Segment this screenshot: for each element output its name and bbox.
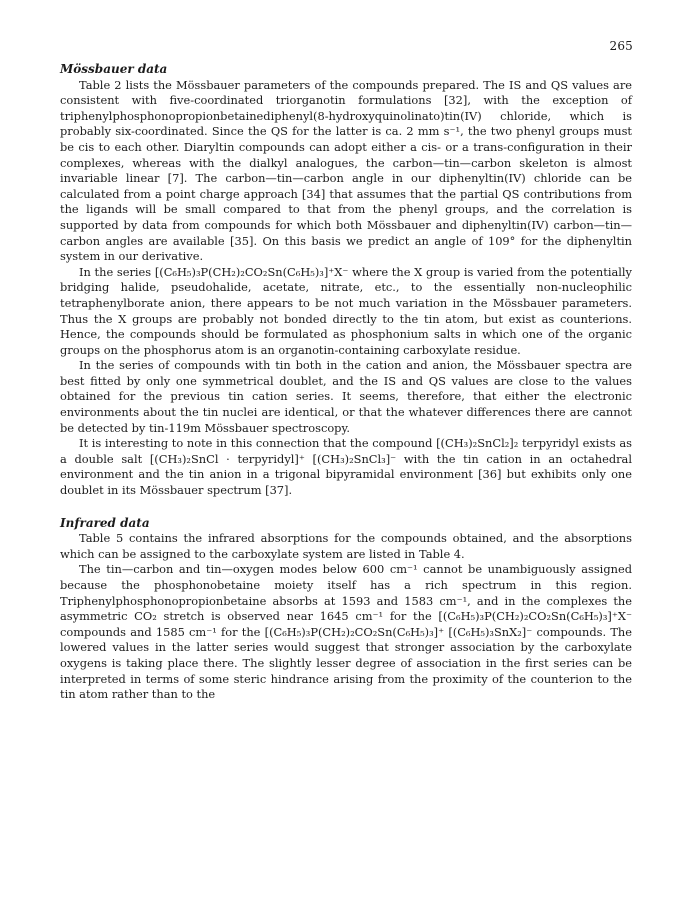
- section-mossbauer-data: [60, 62, 632, 499]
- paragraph: Table 5 contains the infrared absorptions for the compounds obtained, and the absorptions which can be assigned to the carboxylate system are listed in Table 4.: [60, 531, 632, 561]
- body-text: [60, 62, 632, 703]
- section-heading: Infrared data: [60, 515, 150, 530]
- section-infrared-data: [60, 516, 632, 703]
- page-number: 265: [609, 39, 633, 53]
- paragraph: In the series of compounds with tin both in the cation and anion, the Mössbauer spectra are best fitted by only one symmetrical doublet, and the IS and QS values are close to the values obtained for the previous tin cation series. It seems, therefore, that either the electronic environments about the tin nuclei are identical, or that the whatever differences there are cannot be detected by tin-119m Mössbauer spectroscopy.: [60, 358, 632, 435]
- paragraph: The tin—carbon and tin—oxygen modes below 600 cm⁻¹ cannot be unambiguously assigned because the phosphonobetaine moiety itself has a rich spectrum in this region. Triphenylphosphonopropionbetaine absorbs at 1593 and 1583 cm⁻¹, and in the complexes the asymmetric CO₂ stretch is observed near 1645 cm⁻¹ for the [(C₆H₅)₃P(CH₂)₂CO₂Sn(C₆H₅)₃]⁺X⁻ compounds and 1585 cm⁻¹ for the [(C₆H₅)₃P(CH₂)₂CO₂Sn(C₆H₅)₃]⁺ [(C₆H₅)₃SnX₂]⁻ compounds. The lowered values in the latter series would suggest that stronger association by the carboxylate oxygens is taking place there. The slightly lesser degree of association in the first series can be interpreted in terms of some steric hindrance arising from the proximity of the counterion to the tin atom rather than to the: [60, 562, 632, 702]
- paragraph: In the series [(C₆H₅)₃P(CH₂)₂CO₂Sn(C₆H₅)₃]⁺X⁻ where the X group is varied from the potentially bridging halide, pseudohalide, acetate, nitrate, etc., to the essentially non-nucleophilic tetraphenylborate anion, there appears to be not much variation in the Mössbauer parameters. Thus the X groups are probably not bonded directly to the tin atom, but exist as counterions. Hence, the compounds should be formulated as phosphonium salts in which one of the organic groups on the phosphorus atom is an organotin-containing carboxylate residue.: [60, 264, 632, 357]
- section-heading: Mössbauer data: [60, 62, 168, 76]
- paragraph: It is interesting to note in this connection that the compound [(CH₃)₂SnCl₂]₂ terpyridyl exists as a double salt [(CH₃)₂SnCl · terpyridyl]⁺ [(CH₃)₂SnCl₃]⁻ with the tin cation in an octahedral environment and the tin anion in a trigonal bipyramidal environment [36] but exhibits only one doublet in its Mössbauer spectrum [37].: [60, 436, 632, 498]
- paragraph: Table 2 lists the Mössbauer parameters of the compounds prepared. The IS and QS values are consistent with five-coordinated triorganotin formulations [32], with the exception of triphenylphosphonopropionbetainediphenyl(8-hydroxyquinolinato)tin(IV) chloride, which is probably six-coordinated. Since the QS for the latter is ca. 2 mm s⁻¹, the two phenyl groups must be cis to each other. Diaryltin compounds can adopt either a cis- or a trans-configuration in their complexes, whereas with the dialkyl analogues, the carbon—tin—carbon skeleton is almost invariable linear [7]. The carbon—tin—carbon angle in our diphenyltin(IV) chloride can be calculated from a point charge approach [34] that assumes that the partial QS contributions from the ligands will be small compared to that from the phenyl groups, and the correlation is supported by data from compounds for which both Mössbauer and diphenyltin(IV) carbon—tin—carbon angles are available [35]. On this basis we predict an angle of 109° for the diphenyltin system in our derivative.: [60, 77, 632, 264]
